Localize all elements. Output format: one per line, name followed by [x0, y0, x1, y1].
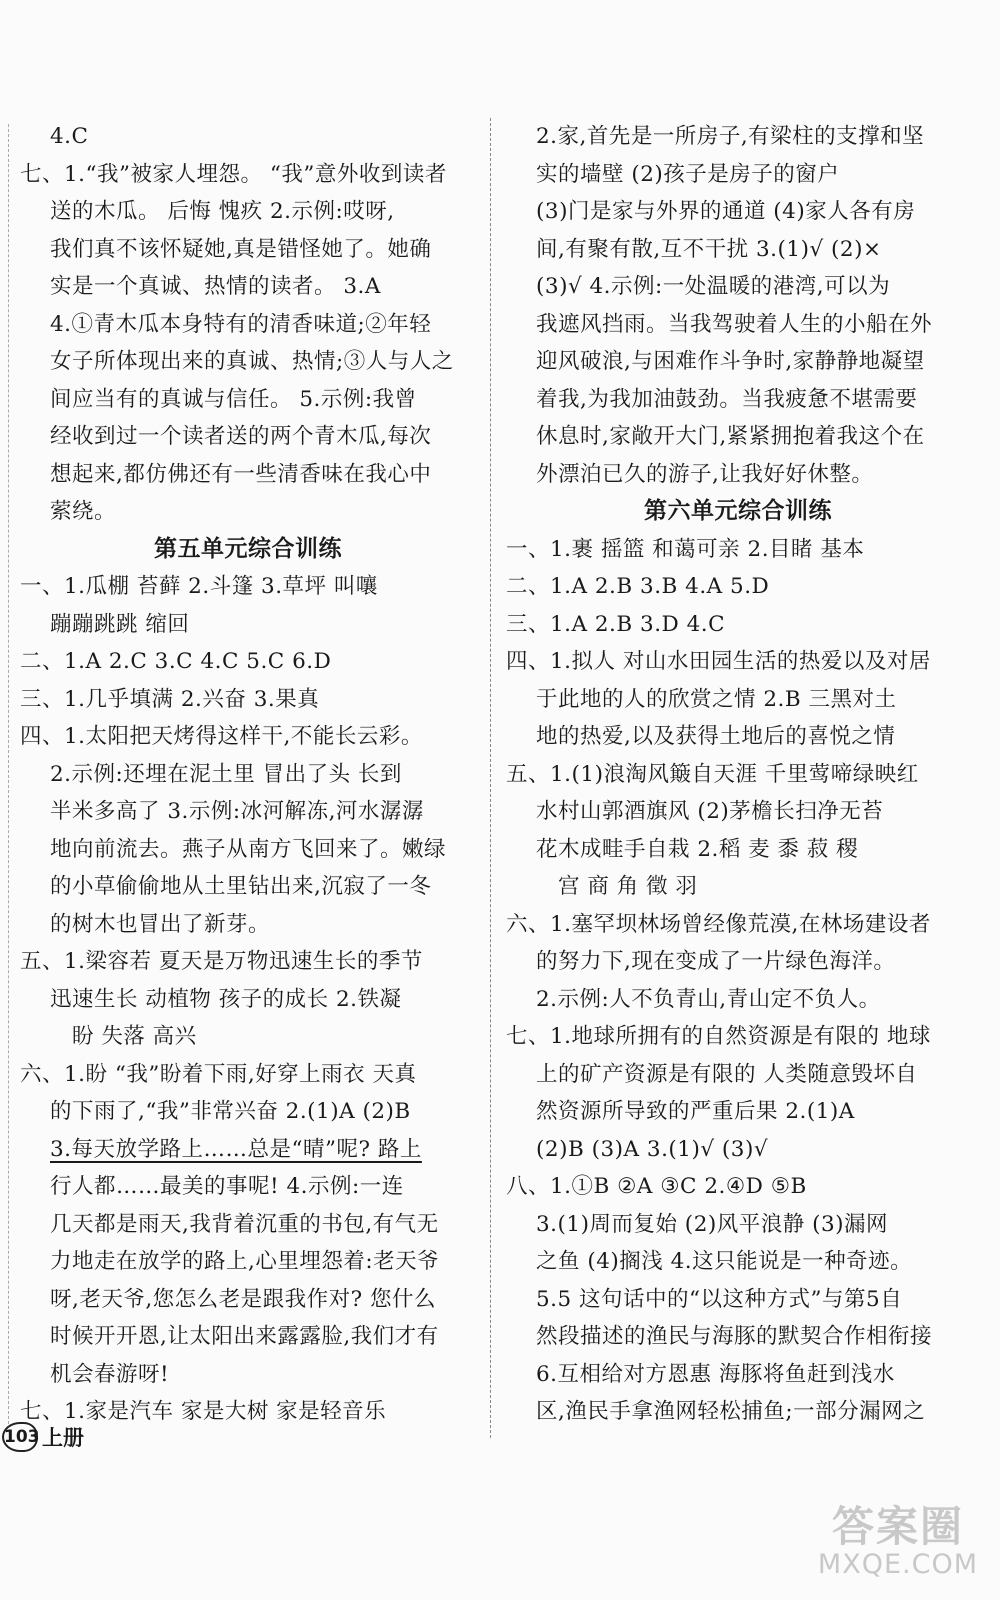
answer-line: 呀,老天爷,您怎么老是跟我作对? 您什么 — [50, 1286, 437, 1312]
answer-line: 三、1.A 2.B 3.D 4.C — [506, 611, 726, 637]
answer-line: 半米多高了 3.示例:冰河解冻,河水潺潺 — [50, 799, 424, 824]
answer-line: 机会春游呀! — [50, 1361, 170, 1387]
answer-line: 上的矿产资源是有限的 人类随意毁坏自 — [536, 1061, 918, 1087]
answer-line: 3.(1)周而复始 (2)风平浪静 (3)漏网 — [536, 1211, 889, 1237]
answer-line: 迎风破浪,与困难作斗争时,家静静地凝望 — [536, 349, 925, 374]
answer-line: 的小草偷偷地从土里钻出来,沉寂了一冬 — [50, 874, 432, 899]
answer-line: 2.示例:人不负青山,青山定不负人。 — [536, 986, 881, 1012]
answer-line: 5.5 这句话中的“以这种方式”与第5自 — [536, 1286, 903, 1312]
answer-line: 区,渔民手拿渔网轻松捕鱼;一部分漏网之 — [536, 1399, 926, 1424]
answer-line: 蹦蹦跳跳 缩回 — [50, 611, 190, 637]
answer-line: 女子所体现出来的真诚、热情;③人与人之 — [50, 349, 454, 374]
answer-line: 几天都是雨天,我背着沉重的书包,有气无 — [50, 1211, 439, 1237]
answer-line: 间应当有的真诚与信任。 5.示例:我曾 — [50, 386, 417, 412]
answer-line: 二、1.A 2.B 3.B 4.A 5.D — [506, 574, 770, 599]
answer-line: 萦绕。 — [50, 499, 117, 524]
answer-line: 二、1.A 2.C 3.C 4.C 5.C 6.D — [20, 649, 332, 674]
answer-line: 的树木也冒出了新芽。 — [50, 911, 271, 937]
page-footer — [2, 1422, 84, 1452]
answer-line: 三、1.几乎填满 2.兴奋 3.果真 — [20, 686, 320, 712]
answer-line: 着我,为我加油鼓劲。当我疲惫不堪需要 — [536, 386, 918, 412]
answer-line: 想起来,都仿佛还有一些清香味在我心中 — [50, 461, 432, 487]
answer-line: 水村山郭酒旗风 (2)茅檐长扫净无苔 — [536, 799, 884, 824]
answer-line: 迅速生长 动植物 孩子的成长 2.铁凝 — [50, 986, 402, 1012]
answer-line: 我遮风挡雨。当我驾驶着人生的小船在外 — [536, 311, 933, 337]
answer-line: 6.互相给对方恩惠 海豚将鱼赶到浅水 — [536, 1361, 895, 1387]
answer-line: 4.①青木瓜本身特有的清香味道;②年轻 — [50, 311, 432, 337]
answer-line: 地的热爱,以及获得土地后的喜悦之情 — [536, 724, 896, 749]
answer-line: 一、1.瓜棚 苔藓 2.斗篷 3.草坪 叫嚷 — [20, 574, 378, 599]
answer-line: 然段描述的渔民与海豚的默契合作相衔接 — [536, 1324, 933, 1349]
answer-line: (3)门是家与外界的通道 (4)家人各有房 — [536, 199, 916, 224]
answer-line: 间,有聚有散,互不干扰 3.(1)√ (2)× — [536, 236, 882, 262]
answer-line: 力地走在放学的路上,心里埋怨着:老天爷 — [50, 1249, 440, 1274]
volume-label: 上册 — [42, 1425, 84, 1450]
answer-line: 盼 失落 高兴 — [72, 1024, 197, 1049]
column-divider — [490, 118, 491, 1438]
answer-line: 之鱼 (4)搁浅 4.这只能说是一种奇迹。 — [536, 1249, 913, 1274]
left-answer-column — [20, 118, 476, 1431]
answer-line: 一、1.裹 摇篮 和蔼可亲 2.目睹 基本 — [506, 536, 865, 562]
answer-line: 七、1.地球所拥有的自然资源是有限的 地球 — [506, 1024, 931, 1049]
right-answer-column — [506, 118, 970, 1431]
answer-line: 五、1.(1)浪淘风簸自天涯 千里莺啼绿映红 — [506, 761, 919, 787]
answer-line: 七、1.家是汽车 家是大树 家是轻音乐 — [20, 1399, 387, 1424]
answer-line: 六、1.塞罕坝林场曾经像荒漠,在林场建设者 — [506, 911, 931, 937]
section-title: 第六单元综合训练 — [644, 498, 832, 524]
answer-line: 于此地的人的欣赏之情 2.B 三黑对土 — [536, 686, 897, 712]
answer-line: 经收到过一个读者送的两个青木瓜,每次 — [50, 424, 432, 449]
answer-line: 送的木瓜。 后悔 愧疚 2.示例:哎呀, — [50, 199, 395, 224]
answer-line: 的下雨了,“我”非常兴奋 2.(1)A (2)B — [50, 1099, 411, 1124]
answer-line: 六、1.盼 “我”盼着下雨,好穿上雨衣 天真 — [20, 1061, 417, 1087]
answer-line: 的努力下,现在变成了一片绿色海洋。 — [536, 949, 896, 974]
left-margin-rule — [8, 124, 9, 1424]
watermark-url: MXQE.COM — [817, 1549, 978, 1580]
answer-line: 地向前流去。燕子从南方飞回来了。嫩绿 — [50, 836, 447, 862]
answer-line: (3)√ 4.示例:一处温暖的港湾,可以为 — [536, 274, 891, 299]
answer-line: 时候开开恩,让太阳出来露露脸,我们才有 — [50, 1324, 439, 1349]
answer-line: 2.家,首先是一所房子,有梁柱的支撑和坚 — [536, 124, 925, 149]
answer-line: 宫 商 角 徵 羽 — [558, 874, 698, 899]
answer-line: 七、1.“我”被家人埋怨。 “我”意外收到读者 — [20, 161, 447, 187]
watermark-logo-text: 答案圈 — [831, 1502, 964, 1551]
answer-line: 实的墙壁 (2)孩子是房子的窗户 — [536, 161, 840, 187]
answer-line: 外漂泊已久的游子,让我好好休整。 — [536, 461, 874, 487]
answer-line: 四、1.拟人 对山水田园生活的热爱以及对居 — [506, 649, 931, 674]
answer-line: 4.C — [50, 124, 89, 149]
answer-line: 五、1.梁容若 夏天是万物迅速生长的季节 — [20, 949, 423, 974]
site-watermark — [818, 1504, 978, 1580]
answer-line: 八、1.①B ②A ③C 2.④D ⑤B — [506, 1174, 807, 1199]
answer-line: 然资源所导致的严重后果 2.(1)A — [536, 1099, 855, 1124]
answer-line: 休息时,家敞开大门,紧紧拥抱着我这个在 — [536, 424, 925, 449]
page-number: 103 — [2, 1422, 38, 1452]
answer-line: 行人都……最美的事呢! 4.示例:一连 — [50, 1174, 404, 1199]
section-title: 第五单元综合训练 — [154, 535, 342, 562]
answer-line: 3.每天放学路上……总是“晴”呢? 路上 — [50, 1136, 422, 1162]
answer-line: 实是一个真诚、热情的读者。 3.A — [50, 274, 381, 299]
answer-line: 2.示例:还埋在泥土里 冒出了头 长到 — [50, 761, 402, 787]
answer-line: 花木成畦手自栽 2.稻 麦 黍 菽 稷 — [536, 836, 859, 862]
answer-line: (2)B (3)A 3.(1)√ (3)√ — [536, 1136, 769, 1162]
answer-line: 四、1.太阳把天烤得这样干,不能长云彩。 — [20, 724, 423, 749]
answer-line: 我们真不该怀疑她,真是错怪她了。她确 — [50, 236, 432, 262]
